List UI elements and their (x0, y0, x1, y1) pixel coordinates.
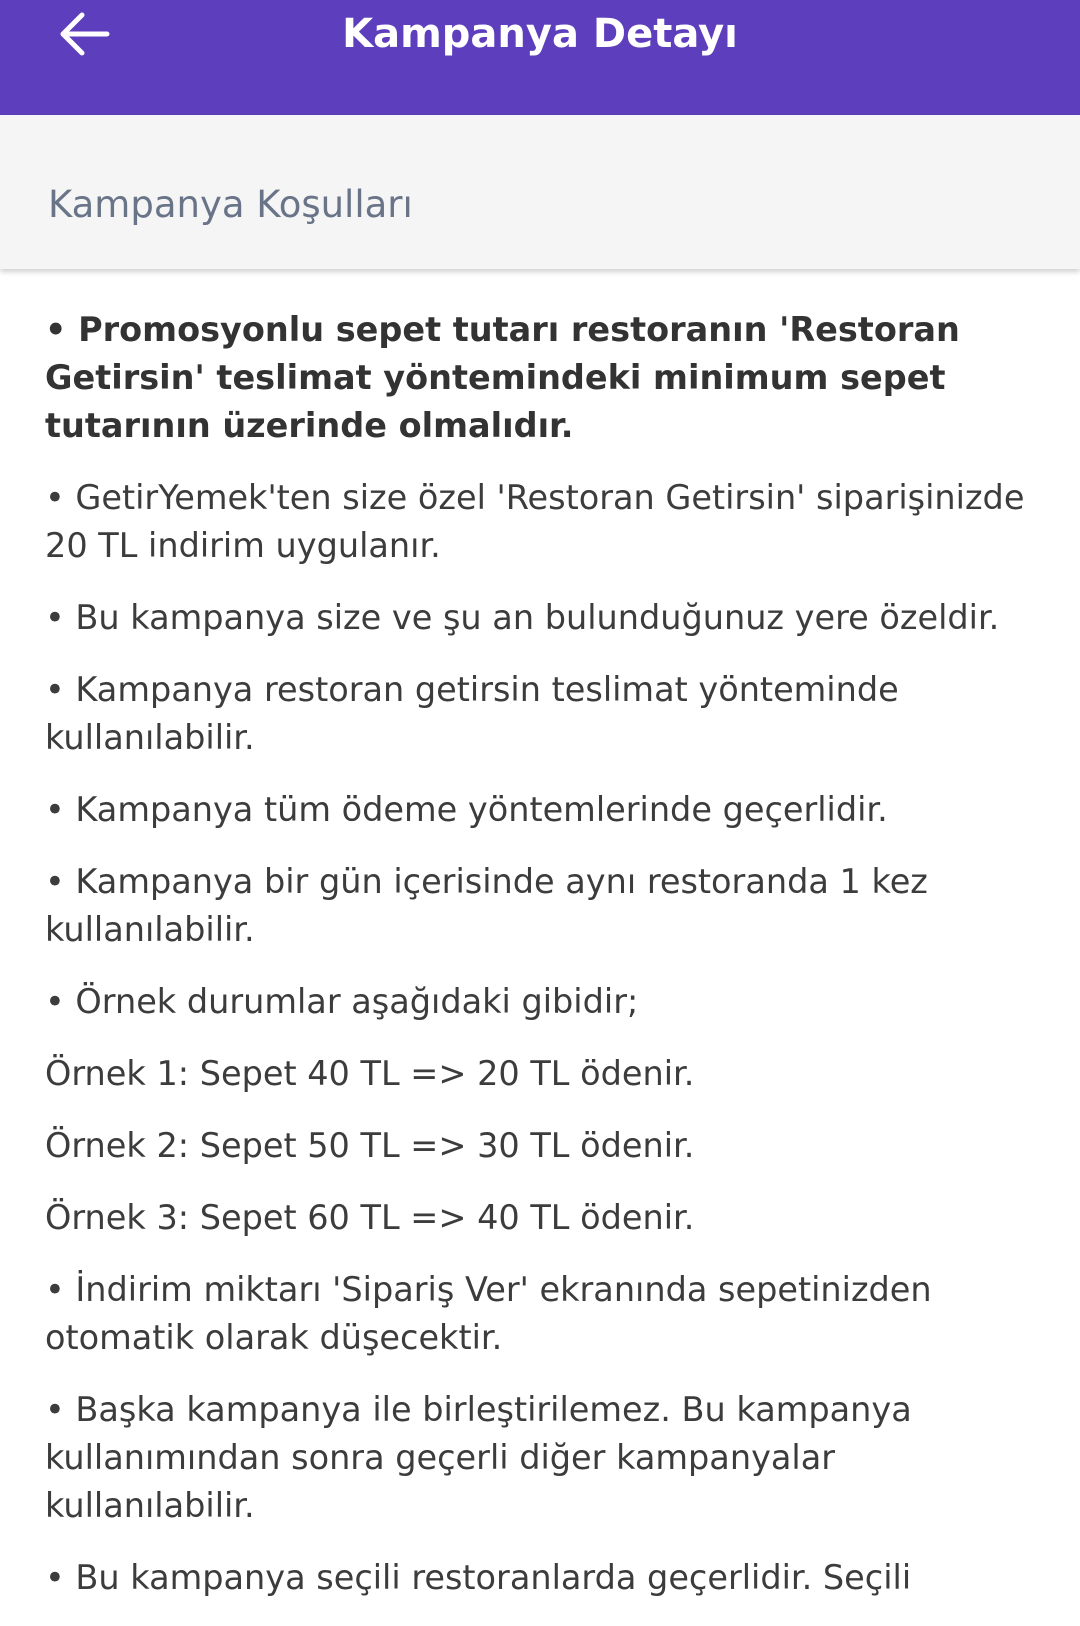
condition-item: • GetirYemek'ten size özel 'Restoran Getirsin' siparişinizde 20 TL indirim uygulanır. (45, 478, 1025, 565)
condition-item: • İndirim miktarı 'Sipariş Ver' ekranında sepetinizden otomatik olarak düşecektir. (45, 1270, 932, 1357)
condition-item: • Örnek durumlar aşağıdaki gibidir; (45, 982, 639, 1021)
section-header (0, 115, 1080, 269)
conditions-list (45, 306, 1045, 1626)
condition-item: • Bu kampanya seçili restoranlarda geçerlidir. Seçili (45, 1558, 912, 1597)
condition-item: • Promosyonlu sepet tutarı restoranın 'Restoran Getirsin' teslimat yöntemindeki minimum sepet tutarının üzerinde olmalıdır. (45, 310, 960, 445)
page-title: Kampanya Detayı (342, 11, 738, 57)
example-item: Örnek 3: Sepet 60 TL => 40 TL ödenir. (45, 1198, 695, 1237)
example-item: Örnek 2: Sepet 50 TL => 30 TL ödenir. (45, 1126, 695, 1165)
condition-item: • Kampanya bir gün içerisinde aynı restoranda 1 kez kullanılabilir. (45, 862, 928, 949)
app-bar (0, 0, 1080, 115)
example-item: Örnek 1: Sepet 40 TL => 20 TL ödenir. (45, 1054, 695, 1093)
condition-item: • Kampanya restoran getirsin teslimat yönteminde kullanılabilir. (45, 670, 899, 757)
condition-item: • Bu kampanya size ve şu an bulunduğunuz yere özeldir. (45, 598, 1000, 637)
condition-item: • Kampanya tüm ödeme yöntemlerinde geçerlidir. (45, 790, 888, 829)
condition-item: • Başka kampanya ile birleştirilemez. Bu kampanya kullanımından sonra geçerli diğer kampanyalar kullanılabilir. (45, 1390, 912, 1525)
section-title: Kampanya Koşulları (48, 183, 413, 226)
